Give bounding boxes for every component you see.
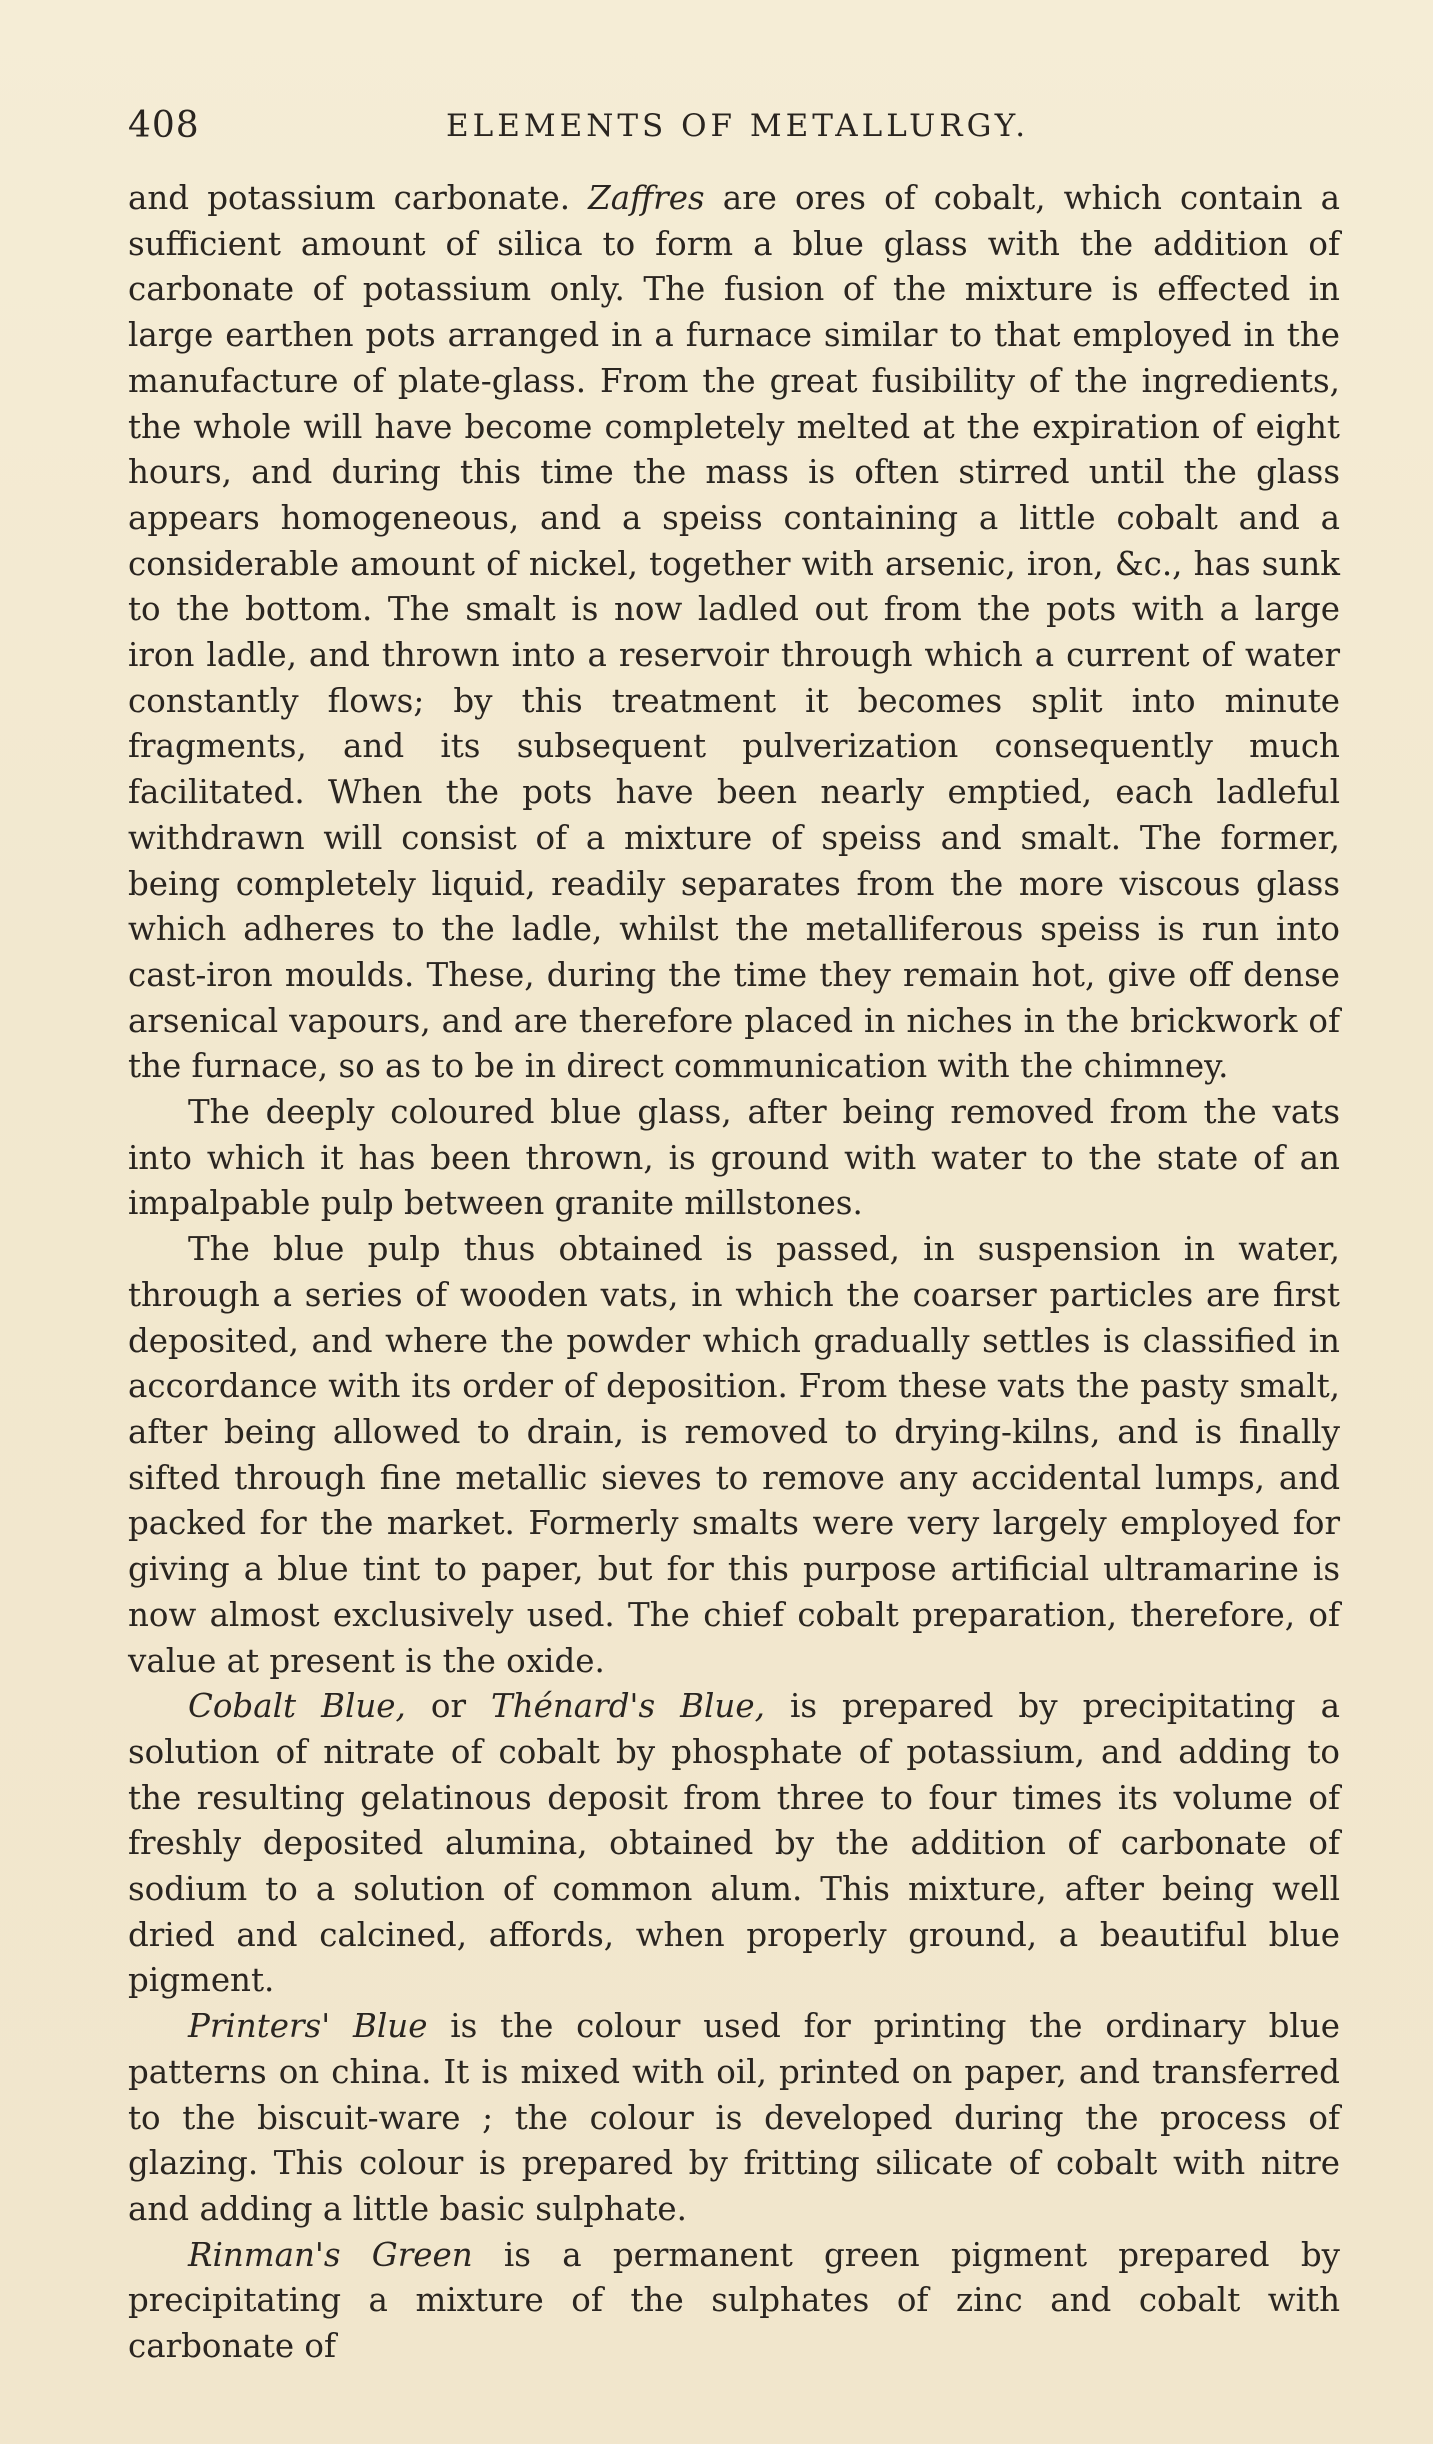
paragraph-text: are ores of cobalt, which contain a sufficient amount of silica to form a blue glass with the addition of carbonate of potassium only. The fusion of the mixture is effected in large earthen pots arranged in a furnace similar to that employed in the manufacture of plate-glass. From the great fusibility of the ingredients, the whole will have become completely melted at the expiration of eight hours, and during this time the mass is often stirred until the glass appears homogeneous, and a speiss containing a little cobalt and a considerable amount of nickel, together with arsenic, iron, &c., has sunk to the bottom. The smalt is now ladled out from the pots with a large iron ladle, and thrown into a reservoir through which a current of water constantly flows; by this treatment it becomes split into minute fragments, and its subsequent pulverization consequently much facilitated. When the pots have been nearly emptied, each ladleful withdrawn will consist of a mixture of speiss and smalt. The former, being completely liquid, readily separates from the more viscous glass which adheres to the ladle, whilst the metalliferous speiss is run into cast-iron moulds. These, during the time they remain hot, give off dense arsenical vapours, and are therefore placed in niches in the brickwork of the furnace, so as to be in direct communication with the chimney. [128,179,1340,1086]
term-joiner: or [405,1687,492,1726]
page-number: 408 [128,105,200,146]
paragraph-blue-pulp [128,1227,1340,1684]
paragraph-printers-blue [128,2004,1340,2233]
term-cobalt-blue: Cobalt Blue, [188,1687,406,1726]
paragraph-text: is the colour used for printing the ordinary blue patterns on china. It is mixed with oil, printed on paper, and transferred to the biscuit-ware ; the colour is developed during the process of glazing. This colour is prepared by fritting silicate of cobalt with nitre and adding a little basic sulphate. [128,2007,1340,2228]
paragraph-rinmans-green [128,2233,1340,2370]
term-rinmans-green: Rinman's Green [188,2235,473,2274]
paragraph-blue-glass [128,1090,1340,1227]
paragraph-lead: and potassium carbonate. [128,179,589,217]
term-printers-blue: Printers' Blue [188,2007,428,2046]
page-header [128,96,1340,156]
running-title: ELEMENTS OF METALLURGY. [446,108,1030,144]
paragraph-zaffres [128,176,1340,1090]
paragraph-text: is a permanent green pigment prepared by precipitating a mixture of the sulphates of zinc and cobalt with carbonate of [128,2235,1340,2366]
body-text [128,176,1340,2370]
paragraph-cobalt-blue [128,1684,1340,2004]
term-thenards-blue: Thénard's Blue, [491,1687,765,1726]
term-zaffres: Zaffres [588,179,705,217]
paragraph-text: The deeply coloured blue glass, after being removed from the vats into which it has been thrown, is ground with water to the state of an impalpable pulp between granite millstones. [128,1093,1340,1223]
paragraph-text: The blue pulp thus obtained is passed, in suspension in water, through a series of wooden vats, in which the coarser particles are first deposited, and where the powder which gradually settles is classified in accordance with its order of deposition. From these vats the pasty smalt, after being allowed to drain, is removed to drying-kilns, and is finally sifted through fine metallic sieves to remove any accidental lumps, and packed for the market. Formerly smalts were very largely employed for giving a blue tint to paper, but for this purpose artificial ultramarine is now almost exclusively used. The chief cobalt preparation, therefore, of value at present is the oxide. [128,1230,1340,1680]
paragraph-text: is prepared by precipitating a solution of nitrate of cobalt by phosphate of potassium, and adding to the resulting gelatinous deposit from three to four times its volume of freshly deposited alumina, obtained by the addition of carbonate of sodium to a solution of common alum. This mixture, after being well dried and calcined, affords, when properly ground, a beautiful blue pigment. [128,1687,1340,2000]
